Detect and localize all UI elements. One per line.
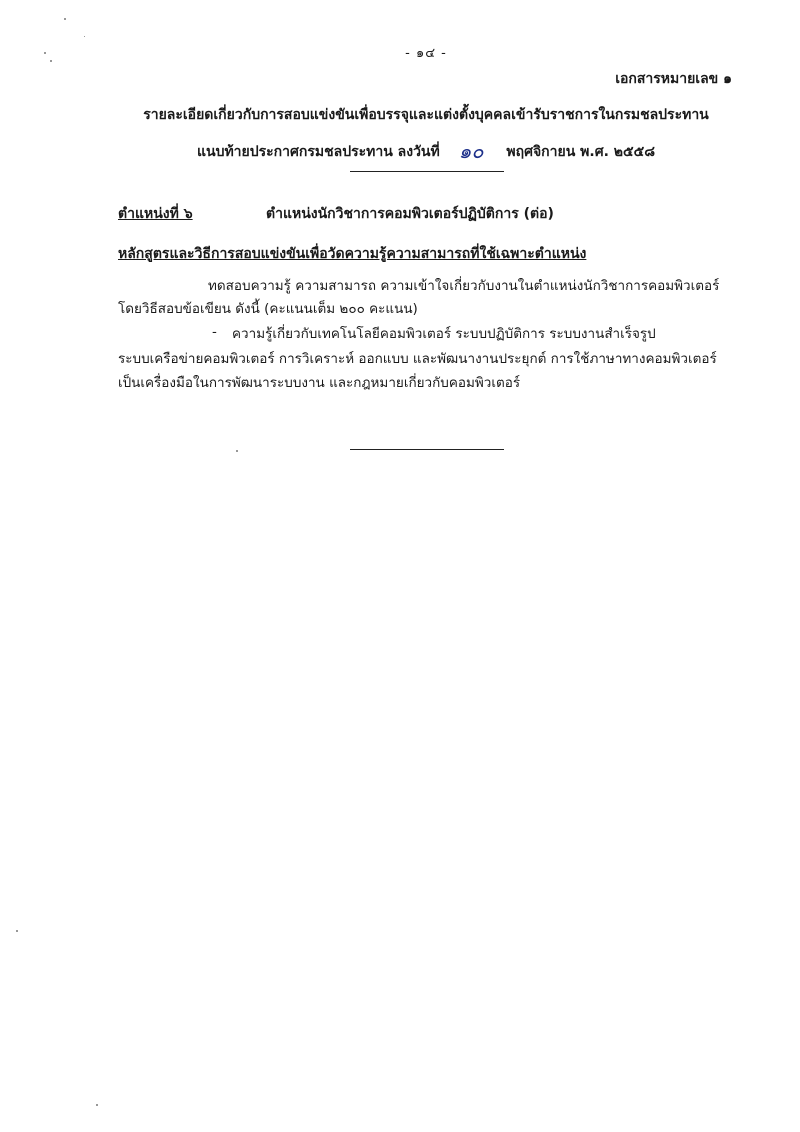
document-reference: เอกสารหมายเลข ๑ <box>615 71 732 87</box>
paragraph-1-line-1: ทดสอบความรู้ ความสามารถ ความเข้าใจเกี่ยวกับงานในตำแหน่งนักวิชาการคอมพิวเตอร์ <box>208 278 720 294</box>
scan-speck <box>236 450 238 452</box>
bullet-dash: - <box>212 324 217 340</box>
announcement-date-suffix: พฤศจิกายน พ.ศ. ๒๕๕๘ <box>506 144 656 160</box>
paragraph-1-line-2: โดยวิธีสอบข้อเขียน ดังนี้ (คะแนนเต็ม ๒๐๐ คะแนน) <box>118 301 418 317</box>
announcement-date-prefix: แนบท้ายประกาศกรมชลประทาน ลงวันที่ <box>196 144 440 160</box>
scan-speck <box>16 930 18 932</box>
page-number: - ๑๔ - <box>405 46 447 61</box>
title-divider <box>350 171 504 172</box>
end-divider <box>350 449 504 450</box>
position-label: ตำแหน่งที่ ๖ <box>118 206 193 222</box>
position-line <box>118 203 554 225</box>
scan-speck <box>44 52 46 54</box>
scan-speck <box>96 1104 98 1106</box>
scan-speck <box>50 60 52 62</box>
paragraph-2-line-2: ระบบเครือข่ายคอมพิวเตอร์ การวิเคราะห์ ออกแบบ และพัฒนางานประยุกต์ การใช้ภาษาทางคอมพิวเตอร์ <box>118 351 717 367</box>
paragraph-2-line-3: เป็นเครื่องมือในการพัฒนาระบบงาน และกฎหมายเกี่ยวกับคอมพิวเตอร์ <box>118 375 521 391</box>
position-title: ตำแหน่งนักวิชาการคอมพิวเตอร์ปฏิบัติการ (ต่อ) <box>266 206 554 222</box>
scan-speck <box>64 18 66 20</box>
section-heading: หลักสูตรและวิธีการสอบแข่งขันเพื่อวัดความรู้ความสามารถที่ใช้เฉพาะตำแหน่ง <box>118 246 587 262</box>
paragraph-2-line-1: ความรู้เกี่ยวกับเทคโนโลยีคอมพิวเตอร์ ระบบปฏิบัติการ ระบบงานสำเร็จรูป <box>232 326 656 342</box>
handwritten-day: ๑๐ <box>458 139 484 163</box>
document-title-line-1: รายละเอียดเกี่ยวกับการสอบแข่งขันเพื่อบรรจุและแต่งตั้งบุคคลเข้ารับราชการในกรมชลประทาน <box>143 107 709 123</box>
scan-speck <box>84 36 85 37</box>
document-title-line-2 <box>0 135 800 167</box>
